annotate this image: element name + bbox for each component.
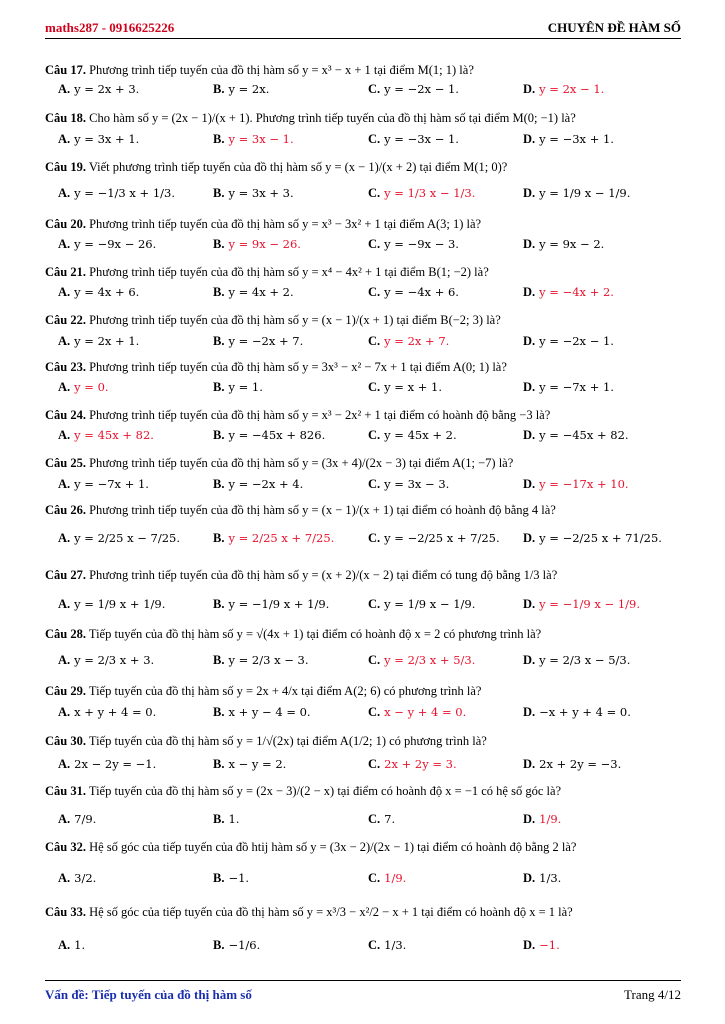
answer-option[interactable] xyxy=(213,812,239,827)
option-letter: C. xyxy=(368,938,381,952)
question-text: Tiếp tuyến của đồ thị hàm số y = 1/√(2x) tại điểm A(1/2; 1) có phương trình là? xyxy=(85,734,487,748)
option-text: y = 2x + 3. xyxy=(74,82,140,96)
answer-option[interactable] xyxy=(368,705,466,720)
answer-option[interactable] xyxy=(213,334,303,349)
answer-option[interactable] xyxy=(58,132,139,147)
option-letter: D. xyxy=(523,477,536,491)
option-text: y = 2x. xyxy=(228,82,270,96)
correct-answer-text: y = 2/3 x + 5/3. xyxy=(384,653,476,667)
answer-option[interactable] xyxy=(523,531,662,546)
option-text: y = 3x + 3. xyxy=(228,186,294,200)
option-letter: A. xyxy=(58,380,71,394)
answer-options xyxy=(58,285,688,300)
correct-answer-text: 1/9. xyxy=(539,812,562,826)
option-text: y = 1/9 x − 1/9. xyxy=(384,597,476,611)
answer-options xyxy=(58,380,688,395)
question-number: Câu 22. xyxy=(45,313,86,327)
answer-option[interactable] xyxy=(58,477,149,492)
question-number: Câu 28. xyxy=(45,627,86,641)
option-letter: A. xyxy=(58,812,71,826)
option-text: y = 4x + 6. xyxy=(74,285,140,299)
option-text: y = −2/25 x + 7/25. xyxy=(384,531,500,545)
answer-options xyxy=(58,237,688,252)
option-text: y = 2/3 x − 3. xyxy=(228,653,309,667)
option-text: y = −45x + 826. xyxy=(228,428,326,442)
option-letter: D. xyxy=(523,938,536,952)
option-letter: D. xyxy=(523,531,536,545)
option-letter: B. xyxy=(213,653,225,667)
answer-option[interactable] xyxy=(368,334,449,349)
option-text: 1. xyxy=(74,938,86,952)
page-number: Trang 4/12 xyxy=(624,987,681,1002)
question-stem xyxy=(45,160,685,175)
question-number: Câu 33. xyxy=(45,905,86,919)
question-stem xyxy=(45,627,685,642)
question-number: Câu 27. xyxy=(45,568,86,582)
question-number: Câu 20. xyxy=(45,217,86,231)
question-stem xyxy=(45,568,685,583)
option-letter: C. xyxy=(368,757,381,771)
option-letter: C. xyxy=(368,812,381,826)
answer-option[interactable] xyxy=(213,380,263,395)
answer-option[interactable] xyxy=(58,428,154,443)
option-letter: D. xyxy=(523,757,536,771)
answer-option[interactable] xyxy=(523,597,640,612)
option-text: y = −9x − 26. xyxy=(74,237,157,251)
answer-option[interactable] xyxy=(58,938,85,953)
answer-option[interactable] xyxy=(58,380,109,395)
option-text: y = −3x + 1. xyxy=(539,132,614,146)
option-text: y = 2x + 1. xyxy=(74,334,140,348)
correct-answer-text: y = −1/9 x − 1/9. xyxy=(539,597,640,611)
option-text: y = 9x − 2. xyxy=(539,237,605,251)
option-letter: D. xyxy=(523,237,536,251)
option-letter: C. xyxy=(368,597,381,611)
option-letter: B. xyxy=(213,186,225,200)
question-number: Câu 32. xyxy=(45,840,86,854)
option-text: y = 1/9 x + 1/9. xyxy=(74,597,166,611)
option-letter: B. xyxy=(213,871,225,885)
page-footer xyxy=(45,980,681,1005)
option-letter: A. xyxy=(58,285,71,299)
answer-options xyxy=(58,705,688,720)
question-text: Hệ số góc của tiếp tuyến của đồ thị hàm số y = x³/3 − x²/2 − x + 1 tại điểm có hoành độ x = 1 là? xyxy=(85,905,573,919)
option-text: y = −2/25 x + 71/25. xyxy=(539,531,662,545)
correct-answer-text: −1. xyxy=(539,938,560,952)
option-letter: D. xyxy=(523,285,536,299)
option-text: y = −2x + 7. xyxy=(228,334,304,348)
option-letter: A. xyxy=(58,597,71,611)
correct-answer-text: y = 45x + 82. xyxy=(74,428,154,442)
answer-option[interactable] xyxy=(368,285,459,300)
option-text: 7. xyxy=(384,812,396,826)
option-text: y = −3x − 1. xyxy=(384,132,459,146)
question-text: Cho hàm số y = (2x − 1)/(x + 1). Phương trình tiếp tuyến của đồ thị hàm số tại điểm M(0; −1) là? xyxy=(85,111,576,125)
answer-option[interactable] xyxy=(523,82,604,97)
option-text: 1/3. xyxy=(384,938,407,952)
option-letter: C. xyxy=(368,380,381,394)
correct-answer-text: y = 0. xyxy=(74,380,109,394)
option-text: y = 4x + 2. xyxy=(228,285,294,299)
option-letter: C. xyxy=(368,477,381,491)
answer-option[interactable] xyxy=(213,237,301,252)
question-number: Câu 17. xyxy=(45,63,86,77)
option-letter: B. xyxy=(213,428,225,442)
answer-option[interactable] xyxy=(213,186,294,201)
answer-option[interactable] xyxy=(58,871,96,886)
answer-option[interactable] xyxy=(368,380,442,395)
answer-option[interactable] xyxy=(368,237,459,252)
question-stem xyxy=(45,840,685,855)
option-text: y = −9x − 3. xyxy=(384,237,459,251)
option-letter: A. xyxy=(58,477,71,491)
option-letter: B. xyxy=(213,705,225,719)
question-stem xyxy=(45,217,685,232)
option-letter: C. xyxy=(368,132,381,146)
option-text: x + y + 4 = 0. xyxy=(74,705,157,719)
answer-option[interactable] xyxy=(368,82,459,97)
question-number: Câu 30. xyxy=(45,734,86,748)
answer-option[interactable] xyxy=(368,477,449,492)
answer-option[interactable] xyxy=(213,938,260,953)
question-number: Câu 31. xyxy=(45,784,86,798)
question-text: Phương trình tiếp tuyến của đồ thị hàm số y = (3x + 4)/(2x − 3) tại điểm A(1; −7) là? xyxy=(85,456,514,470)
option-letter: A. xyxy=(58,82,71,96)
option-text: x + y − 4 = 0. xyxy=(228,705,311,719)
answer-options xyxy=(58,812,688,827)
answer-option[interactable] xyxy=(213,597,329,612)
correct-answer-text: 1/9. xyxy=(384,871,407,885)
option-letter: A. xyxy=(58,428,71,442)
option-letter: A. xyxy=(58,186,71,200)
question-stem xyxy=(45,408,685,423)
answer-option[interactable] xyxy=(213,132,294,147)
answer-option[interactable] xyxy=(523,705,631,720)
option-text: y = 3x + 1. xyxy=(74,132,140,146)
question-number: Câu 29. xyxy=(45,684,86,698)
option-text: −x + y + 4 = 0. xyxy=(539,705,631,719)
answer-option[interactable] xyxy=(523,428,629,443)
option-text: −1. xyxy=(228,871,250,885)
option-letter: D. xyxy=(523,428,536,442)
question-text: Phương trình tiếp tuyến của đồ thị hàm số y = (x − 1)/(x + 1) tại điểm có hoành độ bằng 4 là? xyxy=(85,503,556,517)
option-text: 2x + 2y = −3. xyxy=(539,757,622,771)
answer-option[interactable] xyxy=(523,237,604,252)
option-letter: B. xyxy=(213,237,225,251)
question-text: Phương trình tiếp tuyến của đồ thị hàm số y = x⁴ − 4x² + 1 tại điểm B(1; −2) là? xyxy=(85,265,489,279)
option-text: y = −45x + 82. xyxy=(539,428,629,442)
question-text: Viết phương trình tiếp tuyến của đồ thị hàm số y = (x − 1)/(x + 2) tại điểm M(1; 0)? xyxy=(85,160,508,174)
answer-option[interactable] xyxy=(58,757,156,772)
answer-option[interactable] xyxy=(368,428,457,443)
answer-option[interactable] xyxy=(58,705,156,720)
option-letter: D. xyxy=(523,82,536,96)
answer-option[interactable] xyxy=(58,812,96,827)
answer-options xyxy=(58,428,688,443)
question-stem xyxy=(45,265,685,280)
answer-option[interactable] xyxy=(368,132,459,147)
option-letter: A. xyxy=(58,334,71,348)
question-stem xyxy=(45,905,685,920)
header-topic: CHUYÊN ĐỀ HÀM SỐ xyxy=(547,20,681,35)
answer-option[interactable] xyxy=(368,871,406,886)
correct-answer-text: y = 2x + 7. xyxy=(384,334,450,348)
question-text: Tiếp tuyến của đồ thị hàm số y = (2x − 3)/(2 − x) tại điểm có hoành độ x = −1 có hệ số góc là? xyxy=(85,784,562,798)
question-stem xyxy=(45,63,685,78)
option-letter: C. xyxy=(368,186,381,200)
option-text: 3/2. xyxy=(74,871,97,885)
answer-options xyxy=(58,477,688,492)
question-number: Câu 18. xyxy=(45,111,86,125)
option-letter: B. xyxy=(213,132,225,146)
answer-option[interactable] xyxy=(523,132,614,147)
correct-answer-text: y = 2x − 1. xyxy=(539,82,605,96)
answer-option[interactable] xyxy=(213,871,249,886)
option-letter: C. xyxy=(368,237,381,251)
option-text: y = 3x − 3. xyxy=(384,477,450,491)
option-letter: D. xyxy=(523,132,536,146)
option-letter: B. xyxy=(213,334,225,348)
option-letter: D. xyxy=(523,334,536,348)
option-text: 1. xyxy=(228,812,240,826)
answer-option[interactable] xyxy=(523,653,630,668)
answer-options xyxy=(58,334,688,349)
option-letter: D. xyxy=(523,705,536,719)
option-letter: B. xyxy=(213,812,225,826)
answer-option[interactable] xyxy=(213,757,286,772)
question-stem xyxy=(45,784,685,799)
question-text: Phương trình tiếp tuyến của đồ thị hàm số y = (x + 2)/(x − 2) tại điểm có tung độ bằng 1/3 là? xyxy=(85,568,558,582)
option-text: y = 1. xyxy=(228,380,263,394)
option-letter: B. xyxy=(213,531,225,545)
option-text: y = −2x + 4. xyxy=(228,477,304,491)
answer-options xyxy=(58,186,688,201)
option-letter: D. xyxy=(523,871,536,885)
answer-option[interactable] xyxy=(58,186,175,201)
correct-answer-text: y = −4x + 2. xyxy=(539,285,614,299)
answer-option[interactable] xyxy=(523,186,630,201)
option-letter: C. xyxy=(368,705,381,719)
option-letter: B. xyxy=(213,380,225,394)
answer-option[interactable] xyxy=(368,812,395,827)
option-text: 1/3. xyxy=(539,871,562,885)
answer-option[interactable] xyxy=(523,477,629,492)
option-letter: C. xyxy=(368,428,381,442)
answer-option[interactable] xyxy=(368,757,457,772)
option-text: 2x − 2y = −1. xyxy=(74,757,157,771)
answer-option[interactable] xyxy=(523,380,614,395)
option-letter: B. xyxy=(213,477,225,491)
option-text: y = 2/3 x + 3. xyxy=(74,653,155,667)
answer-option[interactable] xyxy=(213,285,294,300)
correct-answer-text: y = 3x − 1. xyxy=(228,132,294,146)
option-letter: A. xyxy=(58,132,71,146)
option-letter: A. xyxy=(58,653,71,667)
answer-option[interactable] xyxy=(213,705,311,720)
answer-option[interactable] xyxy=(523,757,621,772)
answer-options xyxy=(58,132,688,147)
option-letter: B. xyxy=(213,757,225,771)
answer-options xyxy=(58,531,688,546)
option-text: y = −1/9 x + 1/9. xyxy=(228,597,330,611)
question-stem xyxy=(45,456,685,471)
answer-options xyxy=(58,757,688,772)
answer-options xyxy=(58,871,688,886)
answer-option[interactable] xyxy=(58,597,165,612)
option-letter: A. xyxy=(58,757,71,771)
answer-option[interactable] xyxy=(368,186,475,201)
option-text: y = −4x + 6. xyxy=(384,285,459,299)
answer-options xyxy=(58,653,688,668)
question-text: Tiếp tuyến của đồ thị hàm số y = 2x + 4/x tại điểm A(2; 6) có phương trình là? xyxy=(85,684,482,698)
question-text: Hệ số góc của tiếp tuyến của đồ htij hàm số y = (3x − 2)/(2x − 1) tại điểm có hoành độ bằng 2 là? xyxy=(85,840,577,854)
answer-option[interactable] xyxy=(58,82,139,97)
option-text: y = −7x + 1. xyxy=(74,477,149,491)
correct-answer-text: 2x + 2y = 3. xyxy=(384,757,457,771)
option-text: −1/6. xyxy=(228,938,261,952)
question-stem xyxy=(45,503,685,518)
question-stem xyxy=(45,360,685,375)
answer-option[interactable] xyxy=(523,871,561,886)
question-number: Câu 25. xyxy=(45,456,86,470)
question-stem xyxy=(45,313,685,328)
option-text: y = 2/25 x − 7/25. xyxy=(74,531,180,545)
correct-answer-text: y = 2/25 x + 7/25. xyxy=(228,531,335,545)
option-letter: C. xyxy=(368,285,381,299)
question-text: Phương trình tiếp tuyến của đồ thị hàm số y = x³ − 2x² + 1 tại điểm có hoành độ bằng −3 là? xyxy=(85,408,551,422)
answer-option[interactable] xyxy=(213,82,269,97)
option-letter: D. xyxy=(523,653,536,667)
answer-option[interactable] xyxy=(213,428,325,443)
option-letter: B. xyxy=(213,82,225,96)
question-stem xyxy=(45,684,685,699)
option-text: 7/9. xyxy=(74,812,97,826)
question-number: Câu 24. xyxy=(45,408,86,422)
answer-option[interactable] xyxy=(368,531,500,546)
header-contact: maths287 - 0916625226 xyxy=(45,20,175,35)
answer-option[interactable] xyxy=(523,285,614,300)
option-text: y = 2/3 x − 5/3. xyxy=(539,653,631,667)
option-text: y = 45x + 2. xyxy=(384,428,457,442)
question-number: Câu 21. xyxy=(45,265,86,279)
answer-option[interactable] xyxy=(368,938,406,953)
footer-topic: Vấn đề: Tiếp tuyến của đồ thị hàm số xyxy=(45,987,252,1002)
option-letter: D. xyxy=(523,186,536,200)
option-letter: B. xyxy=(213,938,225,952)
question-text: Phương trình tiếp tuyến của đồ thị hàm số y = 3x³ − x² − 7x + 1 tại điểm A(0; 1) là? xyxy=(85,360,507,374)
answer-option[interactable] xyxy=(213,653,308,668)
answer-option[interactable] xyxy=(213,477,303,492)
answer-options xyxy=(58,938,688,953)
answer-option[interactable] xyxy=(213,531,334,546)
question-stem xyxy=(45,734,685,749)
question-number: Câu 23. xyxy=(45,360,86,374)
option-letter: C. xyxy=(368,82,381,96)
answer-option[interactable] xyxy=(523,938,560,953)
option-letter: D. xyxy=(523,380,536,394)
answer-option[interactable] xyxy=(368,597,475,612)
option-letter: C. xyxy=(368,531,381,545)
question-number: Câu 19. xyxy=(45,160,86,174)
answer-option[interactable] xyxy=(58,653,154,668)
option-text: y = −2x − 1. xyxy=(539,334,614,348)
option-letter: C. xyxy=(368,334,381,348)
answer-option[interactable] xyxy=(58,285,139,300)
option-letter: A. xyxy=(58,871,71,885)
answer-options xyxy=(58,597,688,612)
option-letter: C. xyxy=(368,653,381,667)
option-text: x − y = 2. xyxy=(228,757,287,771)
question-text: Phương trình tiếp tuyến của đồ thị hàm số y = x³ − 3x² + 1 tại điểm A(3; 1) là? xyxy=(85,217,482,231)
option-text: y = −2x − 1. xyxy=(384,82,459,96)
answer-option[interactable] xyxy=(523,812,561,827)
correct-answer-text: y = 9x − 26. xyxy=(228,237,301,251)
option-letter: C. xyxy=(368,871,381,885)
answer-options xyxy=(58,82,688,97)
option-text: y = −7x + 1. xyxy=(539,380,614,394)
option-letter: A. xyxy=(58,531,71,545)
option-letter: A. xyxy=(58,237,71,251)
answer-option[interactable] xyxy=(58,237,156,252)
question-number: Câu 26. xyxy=(45,503,86,517)
question-text: Phương trình tiếp tuyến của đồ thị hàm số y = (x − 1)/(x + 1) tại điểm B(−2; 3) là? xyxy=(85,313,501,327)
option-text: y = −1/3 x + 1/3. xyxy=(74,186,175,200)
option-letter: D. xyxy=(523,597,536,611)
question-stem xyxy=(45,111,685,126)
page-header xyxy=(45,18,681,39)
answer-option[interactable] xyxy=(368,653,475,668)
option-text: y = 1/9 x − 1/9. xyxy=(539,186,631,200)
option-letter: D. xyxy=(523,812,536,826)
answer-option[interactable] xyxy=(523,334,614,349)
answer-option[interactable] xyxy=(58,334,139,349)
option-letter: A. xyxy=(58,705,71,719)
option-letter: B. xyxy=(213,597,225,611)
correct-answer-text: y = 1/3 x − 1/3. xyxy=(384,186,476,200)
option-letter: B. xyxy=(213,285,225,299)
answer-option[interactable] xyxy=(58,531,180,546)
question-text: Phương trình tiếp tuyến của đồ thị hàm số y = x³ − x + 1 tại điểm M(1; 1) là? xyxy=(85,63,474,77)
option-letter: A. xyxy=(58,938,71,952)
option-text: y = x + 1. xyxy=(384,380,443,394)
question-text: Tiếp tuyến của đồ thị hàm số y = √(4x + 1) tại điểm có hoành độ x = 2 có phương trình là? xyxy=(85,627,542,641)
correct-answer-text: y = −17x + 10. xyxy=(539,477,629,491)
correct-answer-text: x − y + 4 = 0. xyxy=(384,705,467,719)
